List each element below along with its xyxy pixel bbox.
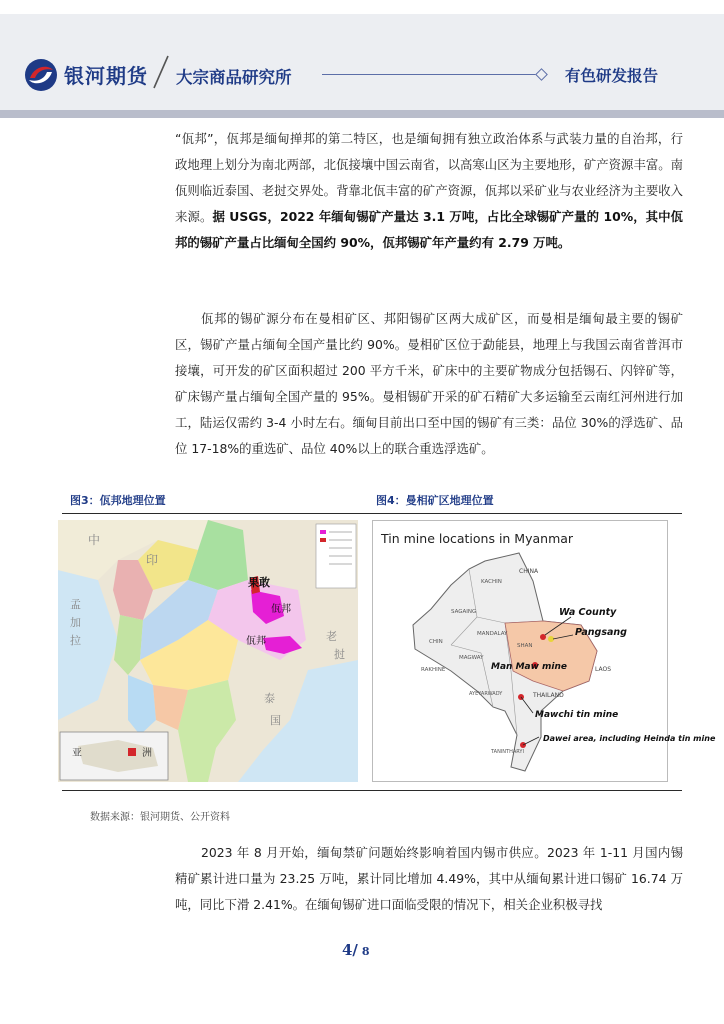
map4-dawei: Dawei area, including Heinda tin mine — [543, 734, 716, 743]
map-label-zhong: 中 — [88, 533, 101, 547]
map-label-ya: 亚 — [72, 748, 82, 759]
man-maw-map — [372, 520, 716, 782]
map4-pangsang: Pangsang — [575, 627, 627, 638]
report-type: 有色研发报告 — [565, 67, 659, 85]
map4-tanintharyi: TANINTHARYI — [491, 749, 524, 755]
map-label-lao: 老 — [326, 630, 337, 643]
wa-state-map-svg — [58, 520, 358, 782]
map4-magway: MAGWAY — [459, 655, 484, 661]
wa-state-map — [58, 520, 358, 782]
paragraph-tin-regions: 佤邦的锡矿源分布在曼相矿区、邦阳锡矿区两大成矿区，而曼相是缅甸最主要的锡矿区，锡矿产量占缅甸全国产量比约 90%。曼相矿区位于勐能县，地理上与我国云南省普洱市接壤，可开发的矿区面积超过 200 平方千米，矿床中的主要矿物成分包括锡石、闪锌矿等，矿床锡产量占缅甸全国产量的 95%。曼相锡矿开采的矿石精矿大多运输至云南红河州进行加工，陆运仅需约 3-4 小时左右。缅甸目前出口至中国的锡矿有三类：品位 30%的浮选矿、品位 17-18%的重选矿、品位 40%以上的联合重选浮选矿。 — [175, 311, 683, 456]
galaxy-logo-icon — [24, 58, 58, 92]
page-total: 8 — [361, 945, 370, 958]
header-slash-divider — [148, 52, 174, 92]
figure4-caption: 图4：曼相矿区地理位置 — [376, 494, 494, 507]
map4-title: Tin mine locations in Myanmar — [381, 531, 574, 546]
map-label-tai: 泰 — [264, 692, 275, 705]
page-current: 4/ — [342, 941, 358, 959]
paragraph-bold-text: 据 USGS，2022 年缅甸锡矿产量达 3.1 万吨，占比全球锡矿产量的 10%，其中佤邦的锡矿产量占比缅甸全国约 90%，佤邦锡矿年产量约有 2.79 万吨。 — [175, 209, 684, 250]
figure3-caption: 图3：佤邦地理位置 — [70, 494, 166, 507]
map4-man-maw: Man Maw mine — [491, 662, 568, 672]
map4-ayeyarwady: AYEYARWADY — [469, 691, 503, 697]
man-maw-map-svg — [373, 521, 716, 781]
map-label-wo: 挝 — [334, 648, 345, 661]
map4-laos: LAOS — [595, 666, 612, 673]
map4-wa-county: Wa County — [559, 607, 617, 618]
map-label-guo: 国 — [270, 714, 281, 727]
paragraph-text: “佤邦”，佤邦是缅甸掸邦的第二特区，也是缅甸拥有独立政治体系与武装力量的自治邦，行政地理上划分为南北两部，北佤接壤中国云南省，以高寒山区为主要地形，矿产资源丰富。南佤则临近泰国、老挝交界处。背靠北佤丰富的矿产资源，佤邦以采矿业与农业经济为主要收入来源。 — [175, 131, 684, 224]
paragraph-import-data: 2023 年 8 月开始，缅甸禁矿问题始终影响着国内锡市供应。2023 年 1-11 月国内锡精矿累计进口量为 23.25 万吨，累计同比增加 4.49%，其中从缅甸累计进口锡矿 16.74 万吨，同比下滑 2.41%。在缅甸锡矿进口面临受限的情况下，相关企业积极寻找 — [175, 845, 683, 912]
map4-china: CHINA — [519, 568, 539, 575]
page-number — [342, 940, 370, 959]
data-source: 数据来源：银河期货、公开资料 — [90, 812, 230, 823]
map4-chin: CHIN — [429, 639, 443, 645]
paragraph-wa-state — [175, 126, 683, 256]
header-line — [322, 74, 536, 75]
institute-name: 大宗商品研究所 — [176, 68, 292, 87]
map4-sagaing: SAGAING — [451, 609, 477, 615]
map4-thailand: THAILAND — [533, 692, 564, 699]
brand-name: 银河期货 — [64, 64, 148, 88]
figure-bottom-rule — [62, 790, 682, 791]
map-label-guogan: 果敢 — [248, 576, 270, 589]
map-label-zhou: 洲 — [142, 748, 152, 759]
map4-mawchi: Mawchi tin mine — [535, 710, 619, 720]
header-divider — [0, 110, 724, 118]
figure-top-rule — [62, 513, 682, 514]
map-label-wa-north: 佤邦 — [271, 604, 291, 615]
map-label-wa-south: 佤邦 — [246, 636, 266, 647]
map-label-la: 拉 — [70, 634, 81, 647]
map-label-meng: 孟 — [70, 598, 81, 611]
map4-mandalay: MANDALAY — [477, 631, 508, 637]
map4-shan: SHAN — [517, 643, 533, 649]
map4-kachin: KACHIN — [481, 579, 502, 585]
map-label-jia: 加 — [70, 616, 81, 629]
map-label-yin: 印 — [146, 553, 159, 567]
map4-rakhine: RAKHINE — [421, 667, 446, 673]
